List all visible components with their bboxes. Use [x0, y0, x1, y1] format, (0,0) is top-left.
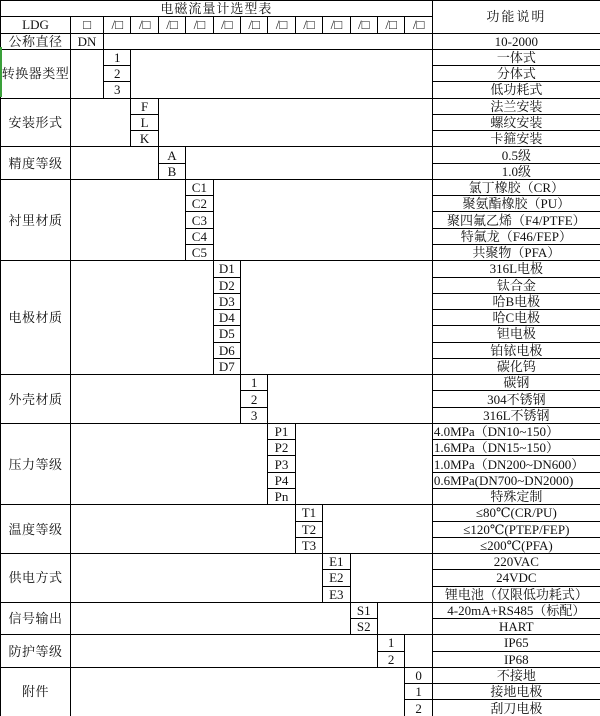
spacer-cell [405, 635, 433, 668]
option-code: L [131, 114, 158, 130]
option-desc: 聚四氟乙烯（F4/PTFE） [432, 212, 600, 228]
option-code: C4 [186, 228, 213, 244]
spacer-cell [323, 505, 433, 554]
category-label: 精度等级 [1, 147, 71, 180]
option-code: P3 [268, 456, 295, 472]
option-desc: 10-2000 [432, 33, 600, 49]
spacer-cell [268, 375, 432, 424]
option-desc: ≤120℃(PTEP/FEP) [432, 521, 600, 537]
option-desc: 特氟龙（F46/FEP） [432, 228, 600, 244]
spacer-cell [71, 667, 405, 716]
spacer-cell [186, 147, 433, 180]
option-code: B [158, 163, 185, 179]
spacer-cell [240, 261, 432, 375]
option-desc: 钛合金 [432, 277, 600, 293]
category-label: 电极材质 [1, 261, 71, 375]
option-code: P1 [268, 423, 295, 439]
spacer-cell [71, 261, 214, 375]
option-code: D3 [213, 293, 240, 309]
option-code: D4 [213, 310, 240, 326]
option-code: 1 [405, 684, 433, 700]
option-code: F [131, 98, 158, 114]
category-label: 附件 [1, 667, 71, 716]
model-slot: /□ [131, 17, 158, 33]
option-desc: IP65 [432, 635, 600, 651]
option-desc: 316L不锈钢 [432, 407, 600, 423]
model-slot: /□ [323, 17, 350, 33]
category-label: 安装形式 [1, 98, 71, 147]
option-code: Pn [268, 488, 295, 504]
option-code: D6 [213, 342, 240, 358]
model-slot: /□ [295, 17, 322, 33]
option-desc: 钽电极 [432, 326, 600, 342]
option-desc: 4.0MPa（DN10~150） [432, 423, 600, 439]
option-desc: HART [432, 619, 600, 635]
model-slot: /□ [186, 17, 213, 33]
model-slot: /□ [377, 17, 404, 33]
option-desc: 220VAC [432, 554, 600, 570]
model-slot-box: □ [71, 17, 104, 33]
option-code: S2 [350, 619, 377, 635]
option-code: P4 [268, 472, 295, 488]
option-desc: 聚氨酯橡胶（PU） [432, 196, 600, 212]
category-label: 防护等级 [1, 635, 71, 668]
option-desc: 1.0级 [432, 163, 600, 179]
spacer-cell [131, 49, 432, 98]
spacer-cell [158, 98, 432, 147]
option-code: 2 [405, 700, 433, 716]
category-label: 衬里材质 [1, 179, 71, 260]
category-label: 压力等级 [1, 423, 71, 504]
spacer-cell [71, 554, 323, 603]
spacer-cell [213, 179, 432, 260]
option-desc: 24VDC [432, 570, 600, 586]
spacer-cell [71, 423, 268, 504]
option-desc: 刮刀电极 [432, 700, 600, 716]
function-column-header: 功能说明 [432, 1, 600, 34]
option-code: T3 [295, 537, 322, 553]
option-desc: 接地电极 [432, 684, 600, 700]
category-label: 供电方式 [1, 554, 71, 603]
option-desc: ≤200℃(PFA) [432, 537, 600, 553]
option-desc: 低功耗式 [432, 82, 600, 98]
option-desc: ≤80℃(CR/PU) [432, 505, 600, 521]
spacer-cell [71, 49, 104, 98]
option-desc: 螺纹安装 [432, 114, 600, 130]
option-code: 3 [240, 407, 267, 423]
model-slot: /□ [104, 17, 131, 33]
selection-table-body [1, 1, 600, 716]
category-label: 信号输出 [1, 602, 71, 635]
option-code: 2 [377, 651, 404, 667]
spacer-cell [71, 635, 378, 668]
model-slot: /□ [350, 17, 377, 33]
option-desc: 锂电池（仅限低功耗式） [432, 586, 600, 602]
option-desc: 分体式 [432, 66, 600, 82]
option-desc: 法兰安装 [432, 98, 600, 114]
option-code: D1 [213, 261, 240, 277]
option-desc: 0.5级 [432, 147, 600, 163]
green-scan-artifact [0, 47, 2, 97]
option-code: E3 [323, 586, 350, 602]
option-code: 0 [405, 667, 433, 683]
option-desc: 4-20mA+RS485（标配） [432, 602, 600, 618]
model-slot: /□ [213, 17, 240, 33]
model-prefix: LDG [1, 17, 71, 33]
option-code: DN [71, 33, 104, 49]
category-label: 转换器类型 [1, 49, 71, 98]
option-code: K [131, 131, 158, 147]
sheet-title: 电磁流量计选型表 [1, 1, 433, 17]
option-desc: 哈B电极 [432, 293, 600, 309]
option-desc: 304不锈钢 [432, 391, 600, 407]
option-desc: 氯丁橡胶（CR） [432, 179, 600, 195]
model-slot: /□ [158, 17, 185, 33]
option-desc: 哈C电极 [432, 310, 600, 326]
model-slot: /□ [268, 17, 295, 33]
option-code: 1 [240, 375, 267, 391]
category-label: 温度等级 [1, 505, 71, 554]
option-code: C3 [186, 212, 213, 228]
spacer-cell [71, 147, 159, 180]
option-code: S1 [350, 602, 377, 618]
spacer-cell [104, 33, 433, 49]
option-desc: 卡箍安装 [432, 131, 600, 147]
option-code: P2 [268, 440, 295, 456]
spacer-cell [377, 602, 432, 635]
option-desc: 共聚物（PFA） [432, 244, 600, 260]
option-code: 3 [104, 82, 131, 98]
spacer-cell [71, 505, 296, 554]
option-desc: 不接地 [432, 667, 600, 683]
option-desc: 一体式 [432, 49, 600, 65]
option-code: D5 [213, 326, 240, 342]
option-code: 1 [104, 49, 131, 65]
option-desc: 1.6MPa（DN15~150） [432, 440, 600, 456]
option-code: D7 [213, 358, 240, 374]
model-slot: /□ [405, 17, 433, 33]
model-slot: /□ [240, 17, 267, 33]
option-desc: 碳化钨 [432, 358, 600, 374]
spacer-cell [71, 179, 186, 260]
option-code: 1 [377, 635, 404, 651]
option-code: E2 [323, 570, 350, 586]
option-desc: 碳钢 [432, 375, 600, 391]
option-code: 2 [104, 66, 131, 82]
option-code: C1 [186, 179, 213, 195]
spacer-cell [350, 554, 432, 603]
spacer-cell [71, 602, 351, 635]
category-label: 公称直径 [1, 33, 71, 49]
spacer-cell [71, 375, 241, 424]
spacer-cell [295, 423, 432, 504]
spacer-cell [71, 98, 131, 147]
option-code: T2 [295, 521, 322, 537]
option-desc: IP68 [432, 651, 600, 667]
option-code: 2 [240, 391, 267, 407]
option-code: A [158, 147, 185, 163]
option-code: D2 [213, 277, 240, 293]
option-desc: 0.6MPa(DN700~DN2000) [432, 472, 600, 488]
option-code: T1 [295, 505, 322, 521]
option-desc: 316L电极 [432, 261, 600, 277]
option-desc: 1.0MPa（DN200~DN600） [432, 456, 600, 472]
category-label: 外壳材质 [1, 375, 71, 424]
option-desc: 铂铱电极 [432, 342, 600, 358]
option-desc: 特殊定制 [432, 488, 600, 504]
option-code: C2 [186, 196, 213, 212]
option-code: E1 [323, 554, 350, 570]
option-code: C5 [186, 244, 213, 260]
